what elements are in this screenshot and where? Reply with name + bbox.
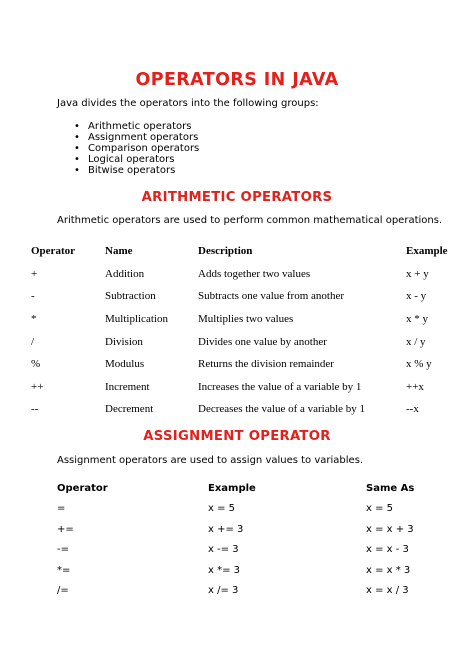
- table-header-row: [31, 240, 466, 263]
- table-row: [31, 398, 466, 421]
- table-cell: =: [57, 503, 66, 515]
- column-header: Example: [406, 245, 448, 258]
- assignment-description: Assignment operators are used to assign values to variables.: [57, 455, 364, 466]
- table-row: [31, 308, 466, 331]
- table-cell: x = 5: [366, 503, 394, 515]
- table-cell: x - y: [406, 290, 427, 303]
- table-cell: x += 3: [208, 523, 244, 535]
- table-row: [57, 519, 426, 540]
- table-cell: --x: [406, 403, 419, 416]
- intro-text: Java divides the operators into the following groups:: [57, 98, 319, 109]
- table-cell: -=: [57, 544, 69, 556]
- bullet-icon: •: [74, 154, 80, 165]
- operator-groups-list: [73, 121, 199, 176]
- bullet-icon: •: [74, 121, 80, 132]
- table-cell: x + y: [406, 267, 429, 280]
- table-cell: Subtracts one value from another: [198, 290, 345, 303]
- table-cell: Division: [105, 335, 143, 348]
- table-cell: x = x / 3: [366, 585, 409, 597]
- table-cell: +: [31, 267, 38, 280]
- table-cell: Decrement: [105, 403, 154, 416]
- table-cell: %: [31, 358, 41, 371]
- assignment-heading: ASSIGNMENT OPERATOR: [143, 429, 331, 444]
- arithmetic-description: Arithmetic operators are used to perform common mathematical operations.: [57, 215, 443, 226]
- table-cell: Returns the division remainder: [198, 358, 334, 371]
- table-cell: +=: [57, 523, 74, 535]
- column-header: Operator: [57, 482, 108, 494]
- table-row: [57, 540, 426, 561]
- table-row: [31, 353, 466, 376]
- table-cell: Modulus: [105, 358, 145, 371]
- table-cell: *=: [57, 564, 71, 576]
- bullet-icon: •: [74, 143, 80, 154]
- table-cell: x * y: [406, 313, 428, 326]
- list-item: • Logical operators: [74, 154, 175, 165]
- table-cell: x /= 3: [208, 585, 239, 597]
- page-title: OPERATORS IN JAVA: [135, 70, 339, 90]
- table-cell: Subtraction: [105, 290, 156, 303]
- arithmetic-operators-table: [31, 240, 466, 421]
- list-item: • Bitwise operators: [74, 165, 176, 176]
- table-cell: x = x + 3: [366, 523, 414, 535]
- table-cell: --: [31, 403, 39, 416]
- table-cell: Multiplication: [105, 313, 168, 326]
- table-cell: x = x - 3: [366, 544, 409, 556]
- arithmetic-heading: ARITHMETIC OPERATORS: [141, 190, 333, 205]
- column-header: Same As: [366, 482, 415, 494]
- table-cell: ++: [31, 380, 44, 393]
- table-row: [57, 560, 426, 581]
- column-header: Operator: [31, 245, 75, 258]
- table-header-row: [57, 478, 426, 499]
- list-item: • Assignment operators: [74, 132, 199, 143]
- table-cell: -: [31, 290, 35, 303]
- table-cell: Addition: [105, 267, 145, 280]
- table-cell: *: [31, 313, 37, 326]
- table-cell: x = 5: [208, 503, 236, 515]
- table-cell: /=: [57, 585, 69, 597]
- table-cell: Increases the value of a variable by 1: [198, 380, 362, 393]
- table-cell: Divides one value by another: [198, 335, 327, 348]
- list-item: • Comparison operators: [74, 143, 200, 154]
- table-cell: x / y: [406, 335, 426, 348]
- table-row: [57, 581, 426, 602]
- bullet-icon: •: [74, 132, 80, 143]
- table-cell: Decreases the value of a variable by 1: [198, 403, 366, 416]
- bullet-icon: •: [74, 165, 80, 176]
- table-row: [31, 285, 466, 308]
- table-cell: x *= 3: [208, 564, 241, 576]
- column-header: Name: [105, 245, 133, 258]
- table-cell: x -= 3: [208, 544, 239, 556]
- assignment-operators-table: [57, 478, 426, 601]
- list-item: • Arithmetic operators: [74, 121, 192, 132]
- table-cell: x % y: [406, 358, 432, 371]
- table-cell: Adds together two values: [198, 267, 311, 280]
- table-cell: ++x: [406, 380, 424, 393]
- table-row: [31, 376, 466, 399]
- column-header: Description: [198, 245, 253, 258]
- table-row: [57, 499, 426, 520]
- table-cell: x = x * 3: [366, 564, 411, 576]
- table-row: [31, 263, 466, 286]
- table-cell: /: [31, 335, 35, 348]
- table-row: [31, 330, 466, 353]
- table-cell: Multiplies two values: [198, 313, 294, 326]
- column-header: Example: [208, 482, 256, 494]
- table-cell: Increment: [105, 380, 150, 393]
